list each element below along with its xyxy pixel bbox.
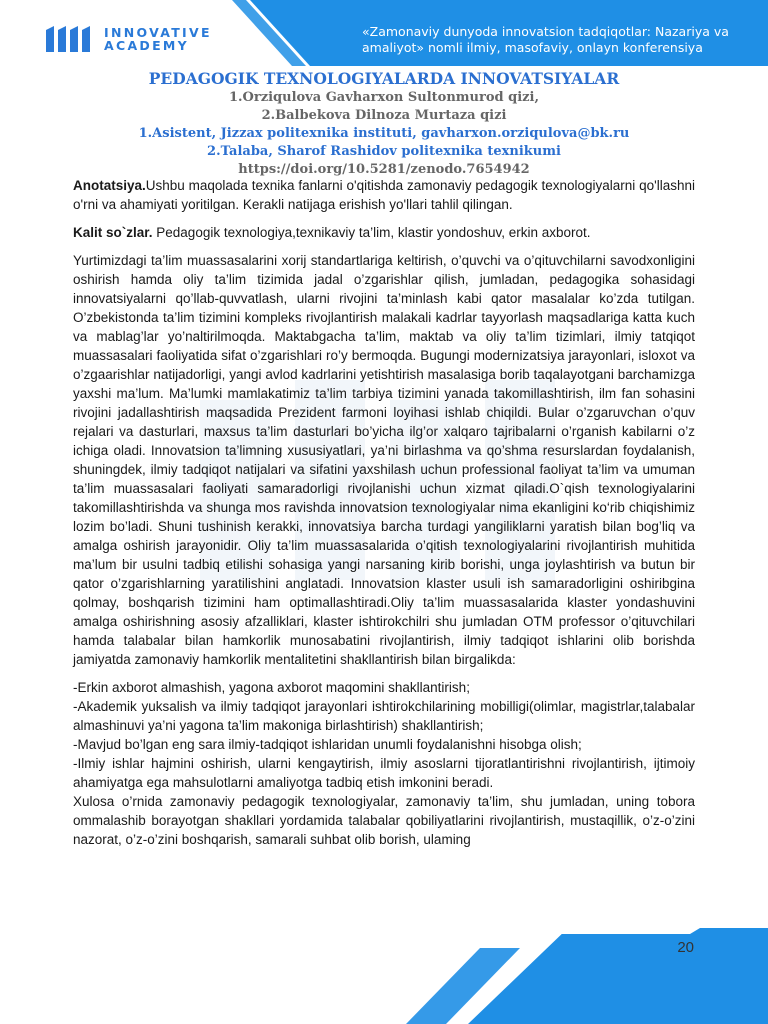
article-title: PEDAGOGIK TEXNOLOGIYALARDA INNOVATSIYALAR: [148, 69, 620, 88]
paragraph-1: Yurtimizdagi ta’lim muassasalarini xorij standartlariga keltirish, o’quvchi va o’qituvchilarni savodxonligini oshirish hamda oliy ta’lim tizimida jadal o’zgarishlar qilish, jumladan, pedagogika sohasidagi innovatsiyalarni qo’llab-quvvatlash, ularni rivojini ta’minlash kabi qator masalalar ko’zda tutilgan. O’zbekistonda ta’lim tizimini kompleks rivojlantirish malakali kadrlar tayyorlash maqsadlariga katta kuch va mablag’lar yo’naltirilmoqda. Maktabgacha ta’lim, maktab va oliy ta’lim tizimlari, ilmiy tatqiqot muassasalari faoliyatida sifat o’zgarishlari ro’y bermoqda. Bugungi modernizatsiya jarayonlari, isloxot va o’zgaarishlar natijadorligi, yangi avlod kadrlarini yetishtirish masalasiga borib taqalayotgani barchamizga yaxshi ma’lum. Ma’lumki mamlakatimiz ta’lim tarbiya tizimini yanada takomillashtirish, ilm fan sohasini rivojini jadallashtirish maqsadida Prezident farmoni loyihasi ishlab chiqildi. Bular o’zgaruvchan o’quv rejalari va dasturlari, maxsus ta’lim dasturlari bo’yicha ilg’or xalqaro tajribalarni o’rganish kabilarni o’z ichiga oladi. Innovatsion ta’limning xususiyatlari, ya’ni birlashma va qo’shma resurslardan foydalanish, shuningdek, ilmiy tadqiqot natijalari va sifatini yaxshilash uchun professional faoliyat ta’lim va umuman ta’lim muassasalari faoliyati samaradorligi rivojlanishi uchun xizmat qiladi.O`qish texnologiyalarini takomillashtirishda va shunga mos ravishda innovatsion texnologiyalar nima ekanligini ko‘rib chiqishimiz lozim bo’ladi. Shuni tushinish kerakki, innovatsiya barcha turdagi yangiliklarni yaratish bilan bog’liq va amalga oshirish jarayonidir. Oliy ta’lim muassasalarida o’qitish texnologiyalarini rivojlantirish muhitida ma’lum bir usulni tadbiq etilishi sohasiga yangi narsaning kirib borishi, unga joylashtirish va butun bir qator o’zgarishlarning yaratilishini anglatadi. Innovatsion klaster usuli ish samaradorligini oshiribgina qolmay, boshqarish tizimini ham optimallashtiradi.Oliy ta’lim muassasalarida klaster yondashuvini amalga oshirishning asosiy afzalliklari, klaster ishtirokchilri shu jumladan OTM professor o’qituvchilari hamda talabalar bilan hamkorlik munosabatini rivojlantirish, ilmiy tadqiqot ishlarini olib borishda jamiyatda zamonaviy hamkorlik mentalitetini shakllantirish bilan birgalikda:: [73, 253, 695, 667]
list-item: -Mavjud bo’lgan eng sara ilmiy-tadqiqot ishlaridan unumli foydalanishni hisobga olish;: [73, 737, 582, 752]
list-item: -Erkin axborot almashish, yagona axborot maqomini shakllantirish;: [73, 680, 470, 695]
affiliation-1[interactable]: 1.Asistent, Jizzax politexnika instituti, gavharxon.orziqulova@bk.ru: [138, 126, 630, 141]
footer-banner: [0, 924, 768, 1024]
keywords-label: Kalit so`zlar.: [73, 225, 153, 240]
logo-line2: ACADEMY: [104, 38, 190, 53]
keywords: [73, 223, 695, 242]
affiliation-2: 2.Talaba, Sharof Rashidov politexnika texnikumi: [207, 144, 561, 159]
abstract-label: Anotatsiya.: [73, 178, 146, 193]
logo-line1: INNOVATIVE: [104, 25, 212, 40]
page-number: 20: [677, 939, 694, 956]
logo-icon: [46, 26, 96, 52]
conference-title: «Zamonaviy dunyoda innovatsion tadqiqotlar: Nazariya va amaliyot» nomli ilmiy, masofaviy, onlayn konferensiya: [362, 24, 729, 55]
abstract-text: Ushbu maqolada texnika fanlarni o'qitishda zamonaviy pedagogik texnologiyalarni qo'llashni o'rni va ahamiyati yoritilgan. Kerakli natijaga erishish yo'llari tahlil qilingan.: [73, 178, 695, 212]
list-item: -Ilmiy ishlar hajmini oshirish, ularni kengaytirish, ilmiy asoslarni tijoratlantirishni rivojlantirish, ijtimoiy ahamiyatga ega mahsulotlarni amaliyotga tadbiq etish imkonini beradi.: [73, 756, 695, 790]
author-1: 1.Orziqulova Gavharxon Sultonmurod qizi,: [228, 90, 540, 105]
abstract: [73, 176, 695, 214]
academy-logo: [46, 26, 212, 52]
paragraph-2: Xulosa o’rnida zamonaviy pedagogik texnologiyalar, zamonaviy ta’lim, shu jumladan, uning tobora ommalashib borayotgan shakllari yordamida talabalar qobiliyatlarini rivojlantirish, mustaqillik, o’z-o’zini nazorat, o’z-o’zini boshqarish, samarali suhbat olib borish, ulaming: [73, 794, 695, 847]
title-block: [72, 68, 696, 179]
page-header: [0, 0, 768, 68]
benefits-list: [73, 678, 695, 792]
author-2: 2.Balbekova Dilnoza Murtaza qizi: [261, 108, 507, 123]
doi-link[interactable]: https://doi.org/10.5281/zenodo.7654942: [238, 162, 530, 177]
keywords-text: Pedagogik texnologiya,texnikaviy ta’lim, klastir yondoshuv, erkin axborot.: [152, 225, 591, 240]
article-body: [73, 176, 695, 858]
list-item: -Akademik yuksalish va ilmiy tadqiqot jarayonlari ishtirokchilarining mobilligi(olimlar, magistrlar,talabalar almashinuvi ya’ni yagona ta’lim makoniga birlashtirish) shakllantirish;: [73, 699, 695, 733]
logo-text: [104, 26, 212, 52]
